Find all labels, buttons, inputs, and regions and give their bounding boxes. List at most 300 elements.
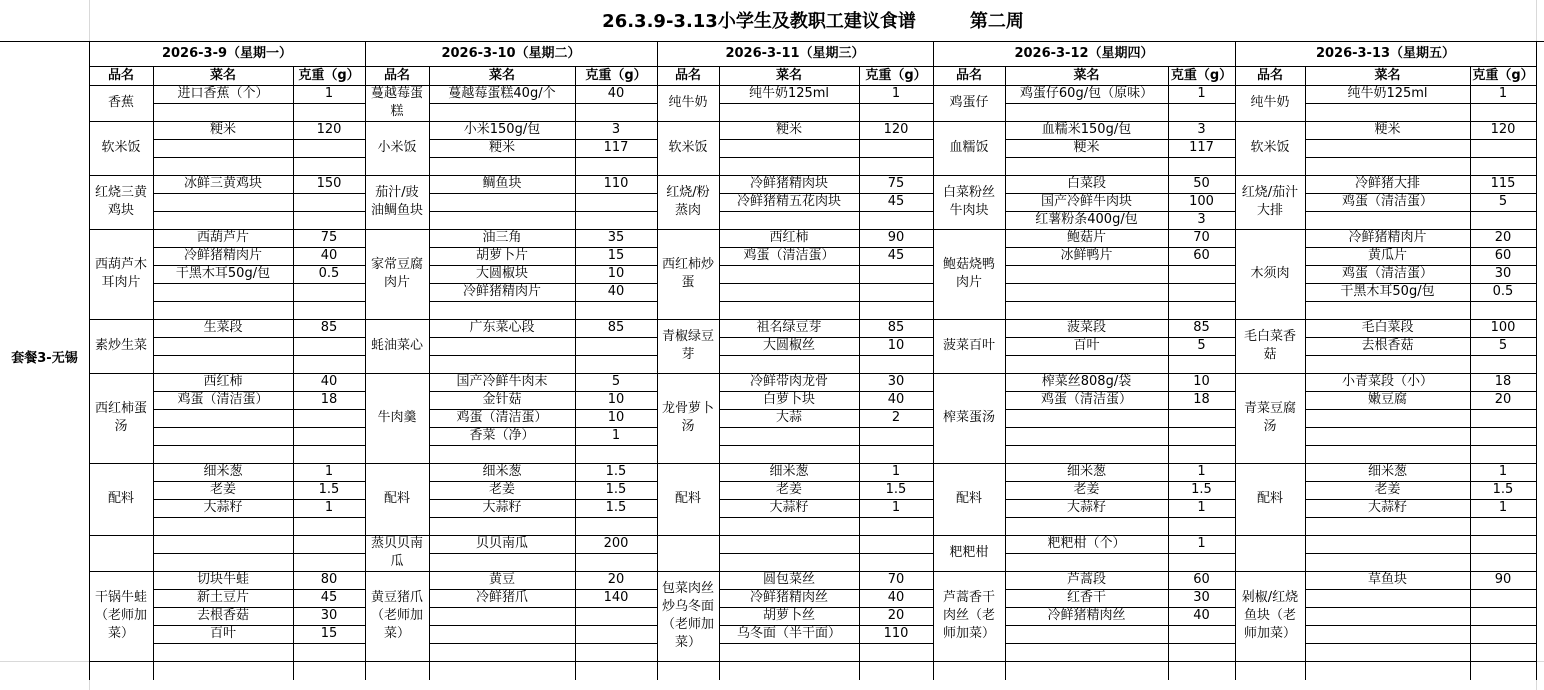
- ingredient-name: 冷鲜猪精肉片: [183, 248, 262, 263]
- ingredient-name: 国产冷鲜牛肉末: [456, 374, 548, 389]
- ingredient-weight: 100: [1189, 194, 1214, 209]
- dish-name: [1239, 121, 1301, 175]
- border-line: [1005, 517, 1236, 518]
- dish-name: [661, 319, 715, 373]
- ingredient-name: 西红柿: [203, 374, 243, 389]
- dish-name: [937, 535, 1001, 571]
- ingredient-weight: 1.5: [318, 482, 340, 497]
- dish-name-text: 蔓越莓蛋糕: [370, 86, 423, 119]
- ingredient-weight: 85: [887, 320, 905, 335]
- dish-name-text: 血糯饭: [949, 140, 989, 155]
- border-line: [429, 355, 658, 356]
- ingredient-weight: 50: [1193, 176, 1210, 191]
- ingredient-name: 生菜段: [203, 320, 243, 335]
- ingredient-weight: 115: [1490, 176, 1516, 191]
- ingredient-name: 粳米: [1073, 140, 1100, 155]
- border-line: [1305, 517, 1537, 518]
- border-line: [153, 211, 366, 212]
- ingredient-name: 老姜: [1374, 482, 1401, 497]
- dish-name-text: 蒸贝贝南瓜: [370, 536, 423, 569]
- border-line: [1305, 607, 1537, 608]
- dish-name-text: 西葫芦木耳肉片: [94, 257, 147, 290]
- ingredient-weight: 1: [891, 86, 901, 101]
- ingredient-weight: 1: [1197, 86, 1206, 101]
- border-line: [719, 643, 934, 644]
- dish-name-text: 软米饭: [1250, 140, 1290, 155]
- border-line: [719, 211, 934, 212]
- ingredient-weight: 100: [1490, 320, 1516, 335]
- dish-name-text: 青菜豆腐汤: [1243, 401, 1296, 434]
- dish-name: [369, 175, 425, 229]
- dish-name-text: 软米饭: [101, 140, 141, 155]
- border-line: [1305, 643, 1537, 644]
- dish-name-text: 粑粑柑: [949, 545, 989, 560]
- ingredient-name: 鸡蛋仔60g/包（原味）: [1019, 86, 1154, 101]
- border-line: [719, 427, 934, 428]
- ingredient-weight: 10: [1193, 374, 1210, 389]
- border-line: [153, 337, 366, 338]
- col-header-item: 菜名: [775, 68, 802, 83]
- ingredient-weight: 3: [611, 122, 621, 137]
- ingredient-weight: 45: [887, 248, 905, 263]
- border-line: [719, 553, 934, 554]
- col-header-weight: 克重（g）: [585, 68, 647, 83]
- ingredient-name: 广东菜心段: [469, 320, 535, 335]
- ingredient-name: 细米葱: [1367, 464, 1407, 479]
- ingredient-weight: 0.5: [1492, 284, 1514, 299]
- border-line: [1536, 41, 1537, 680]
- ingredient-weight: 10: [607, 410, 625, 425]
- border-line: [719, 301, 934, 302]
- ingredient-weight: 85: [320, 320, 338, 335]
- ingredient-name: 红薯粉条400g/包: [1035, 212, 1138, 227]
- dish-name: [369, 85, 425, 121]
- col-header-dish: 品名: [383, 68, 410, 83]
- day-header: 2026-3-13（星期五）: [1315, 46, 1456, 61]
- col-header-dish: 品名: [1256, 68, 1283, 83]
- border-line: [429, 517, 658, 518]
- ingredient-weight: 45: [887, 194, 905, 209]
- border-line: [1005, 409, 1236, 410]
- dish-name: [661, 535, 715, 571]
- dish-name: [93, 229, 149, 319]
- ingredient-name: 进口香蕉（个）: [177, 86, 269, 101]
- dish-name-text: 茄汁/豉油鲷鱼块: [370, 185, 423, 218]
- ingredient-weight: 1.5: [1492, 482, 1514, 497]
- border-line: [933, 41, 934, 680]
- ingredient-weight: 40: [320, 374, 338, 389]
- ingredient-weight: 5: [1197, 338, 1206, 353]
- dish-name: [369, 121, 425, 175]
- ingredient-weight: 85: [1193, 320, 1210, 335]
- border-line: [429, 445, 658, 446]
- ingredient-name: 粳米: [1374, 122, 1401, 137]
- ingredient-name: 毛白菜段: [1361, 320, 1414, 335]
- ingredient-name: 香菜（净）: [469, 428, 535, 443]
- ingredient-weight: 40: [320, 248, 338, 263]
- border-line: [153, 445, 366, 446]
- border-line: [153, 283, 366, 284]
- dish-name-text: 配料: [107, 491, 134, 506]
- ingredient-weight: 150: [316, 176, 342, 191]
- ingredient-name: 冷鲜猪精肉块: [749, 176, 828, 191]
- border-line: [429, 157, 658, 158]
- border-line: [365, 661, 658, 662]
- ingredient-name: 大蒜籽: [203, 500, 243, 515]
- dish-name-text: 红烧/粉蒸肉: [666, 185, 710, 218]
- dish-name-text: 纯牛奶: [1250, 95, 1290, 110]
- ingredient-weight: 1.5: [605, 482, 627, 497]
- ingredient-name: 小米150g/包: [463, 122, 541, 137]
- ingredient-name: 金针菇: [482, 392, 522, 407]
- border-line: [153, 157, 366, 158]
- ingredient-weight: 5: [611, 374, 621, 389]
- ingredient-weight: 20: [607, 572, 625, 587]
- border-line: [153, 139, 366, 140]
- ingredient-weight: 30: [320, 608, 338, 623]
- ingredient-weight: 1.5: [1191, 482, 1212, 497]
- ingredient-name: 纯牛奶125ml: [1347, 86, 1428, 101]
- dish-name-text: 牛肉羹: [377, 410, 417, 425]
- dish-name-text: 毛白菜香菇: [1243, 329, 1296, 362]
- ingredient-name: 冰鲜鸭片: [1060, 248, 1113, 263]
- border-line: [1305, 427, 1537, 428]
- border-line: [429, 301, 658, 302]
- dish-name: [93, 463, 149, 535]
- ingredient-name: 乌冬面（半干面）: [736, 626, 841, 641]
- ingredient-weight: 60: [1494, 248, 1512, 263]
- ingredient-name: 祖名绿豆芽: [756, 320, 822, 335]
- dish-name: [1239, 535, 1301, 571]
- border-line: [153, 103, 366, 104]
- ingredient-weight: 80: [320, 572, 338, 587]
- border-line: [429, 625, 658, 626]
- border-line: [719, 139, 934, 140]
- col-header-item: 菜名: [209, 68, 236, 83]
- ingredient-name: 鸡蛋（清洁蛋）: [456, 410, 548, 425]
- ingredient-name: 细米葱: [482, 464, 522, 479]
- ingredient-weight: 3: [1197, 212, 1206, 227]
- border-line: [89, 661, 366, 662]
- ingredient-weight: 120: [1490, 122, 1516, 137]
- ingredient-weight: 15: [320, 626, 338, 641]
- ingredient-name: 白菜段: [1066, 176, 1106, 191]
- ingredient-weight: 85: [607, 320, 625, 335]
- dish-name-text: 榨菜蛋汤: [942, 410, 995, 425]
- col-header-weight: 克重（g）: [298, 68, 360, 83]
- ingredient-name: 大蒜籽: [1066, 500, 1106, 515]
- ingredient-weight: 110: [603, 176, 629, 191]
- ingredient-name: 贝贝南瓜: [475, 536, 528, 551]
- ingredient-name: 鲍菇片: [1066, 230, 1106, 245]
- ingredient-weight: 1: [891, 464, 901, 479]
- dish-name-text: 木须肉: [1250, 266, 1290, 281]
- border-line: [1005, 355, 1236, 356]
- border-line: [1005, 283, 1236, 284]
- border-line: [429, 193, 658, 194]
- ingredient-name: 胡萝卜丝: [762, 608, 815, 623]
- ingredient-weight: 40: [887, 392, 905, 407]
- dish-name-text: 干锅牛蛙（老师加菜）: [94, 590, 147, 641]
- ingredient-name: 芦蒿段: [1066, 572, 1106, 587]
- dish-name: [937, 175, 1001, 229]
- border-line: [1005, 103, 1236, 104]
- ingredient-name: 老姜: [1073, 482, 1100, 497]
- ingredient-weight: 40: [607, 86, 625, 101]
- dish-name: [1239, 463, 1301, 535]
- day-header: 2026-3-12（星期四）: [1014, 46, 1154, 61]
- day-header: 2026-3-9（星期一）: [161, 46, 293, 61]
- ingredient-weight: 117: [1189, 140, 1214, 155]
- border-line: [933, 661, 1236, 662]
- border-line: [1305, 139, 1537, 140]
- ingredient-name: 冷鲜猪精五花肉块: [736, 194, 841, 209]
- border-line: [429, 607, 658, 608]
- border-line: [1305, 445, 1537, 446]
- ingredient-name: 冷鲜猪精肉片: [462, 284, 541, 299]
- ingredient-weight: 1: [324, 500, 334, 515]
- dish-name: [937, 121, 1001, 175]
- border-line: [1305, 355, 1537, 356]
- border-line: [1305, 211, 1537, 212]
- set-label: 套餐3-无锡: [11, 351, 78, 366]
- border-line: [1005, 157, 1236, 158]
- ingredient-name: 细米葱: [1066, 464, 1106, 479]
- border-line: [719, 355, 934, 356]
- dish-name-text: 西红柿蛋汤: [94, 401, 147, 434]
- ingredient-name: 圆包菜丝: [762, 572, 815, 587]
- ingredient-name: 新土豆片: [196, 590, 249, 605]
- col-header-dish: 品名: [674, 68, 701, 83]
- dish-name: [937, 319, 1001, 373]
- ingredient-weight: 1: [1197, 536, 1206, 551]
- border-line: [429, 553, 658, 554]
- ingredient-weight: 40: [887, 590, 905, 605]
- ingredient-name: 粳米: [775, 122, 802, 137]
- ingredient-weight: 1.5: [885, 482, 907, 497]
- border-line: [1005, 625, 1236, 626]
- ingredient-weight: 140: [603, 590, 629, 605]
- ingredient-name: 切块牛蛙: [196, 572, 249, 587]
- border-line: [1005, 265, 1236, 266]
- dish-name: [1239, 229, 1301, 319]
- border-line: [153, 355, 366, 356]
- ingredient-name: 菠菜段: [1066, 320, 1106, 335]
- border-line: [1305, 301, 1537, 302]
- border-line: [1005, 553, 1236, 554]
- col-header-weight: 克重（g）: [865, 68, 927, 83]
- ingredient-name: 草鱼块: [1367, 572, 1407, 587]
- ingredient-weight: 1: [1197, 464, 1206, 479]
- border-line: [719, 157, 934, 158]
- day-header: 2026-3-10（星期二）: [441, 46, 581, 61]
- border-line: [153, 553, 366, 554]
- ingredient-weight: 18: [1494, 374, 1512, 389]
- ingredient-weight: 30: [1494, 266, 1512, 281]
- ingredient-weight: 1: [891, 500, 901, 515]
- ingredient-name: 鲷鱼块: [482, 176, 522, 191]
- ingredient-name: 黄豆: [488, 572, 515, 587]
- dish-name: [93, 121, 149, 175]
- ingredient-weight: 0.5: [318, 266, 340, 281]
- dish-name: [661, 373, 715, 463]
- ingredient-weight: 117: [603, 140, 629, 155]
- dish-name-text: 包菜肉丝炒乌冬面（老师加菜）: [661, 581, 714, 650]
- dish-name-text: 配料: [383, 491, 410, 506]
- col-header-dish: 品名: [955, 68, 982, 83]
- border-line: [1305, 553, 1537, 554]
- dish-name-text: 素炒生菜: [94, 338, 147, 353]
- ingredient-name: 小青菜段（小）: [1341, 374, 1433, 389]
- dish-name: [1239, 175, 1301, 229]
- ingredient-name: 粳米: [488, 140, 515, 155]
- ingredient-weight: 60: [1193, 248, 1210, 263]
- ingredient-weight: 70: [887, 572, 905, 587]
- ingredient-weight: 10: [607, 266, 625, 281]
- border-line: [719, 517, 934, 518]
- ingredient-name: 大蒜籽: [1367, 500, 1407, 515]
- dish-name-text: 小米饭: [377, 140, 417, 155]
- border-line: [153, 517, 366, 518]
- ingredient-weight: 75: [320, 230, 338, 245]
- ingredient-weight: 18: [320, 392, 338, 407]
- dish-name-text: 剁椒/红烧鱼块（老师加菜）: [1241, 590, 1299, 641]
- ingredient-weight: 90: [887, 230, 905, 245]
- dish-name: [369, 463, 425, 535]
- dish-name-text: 配料: [1256, 491, 1283, 506]
- border-line: [1005, 445, 1236, 446]
- ingredient-name: 嫩豆腐: [1367, 392, 1407, 407]
- dish-name-text: 黄豆猪爪（老师加菜）: [370, 590, 423, 641]
- day-header: 2026-3-11（星期三）: [725, 46, 865, 61]
- ingredient-name: 大蒜籽: [482, 500, 522, 515]
- dish-name-text: 菠菜百叶: [942, 338, 995, 353]
- ingredient-name: 榨菜丝808g/袋: [1041, 374, 1132, 389]
- dish-name: [93, 535, 149, 571]
- col-header-dish: 品名: [107, 68, 134, 83]
- ingredient-name: 大蒜: [775, 410, 802, 425]
- dish-name: [1239, 319, 1301, 373]
- ingredient-weight: 1: [324, 86, 334, 101]
- dish-name-text: 蚝油菜心: [370, 338, 423, 353]
- ingredient-weight: 2: [891, 410, 901, 425]
- border-line: [1305, 589, 1537, 590]
- ingredient-weight: 200: [603, 536, 629, 551]
- col-header-weight: 克重（g）: [1170, 68, 1233, 83]
- border-line: [1005, 643, 1236, 644]
- ingredient-name: 老姜: [775, 482, 802, 497]
- border-line: [1235, 661, 1537, 662]
- ingredient-name: 国产冷鲜牛肉块: [1040, 194, 1132, 209]
- border-line: [429, 643, 658, 644]
- ingredient-weight: 120: [316, 122, 342, 137]
- dish-name: [93, 85, 149, 121]
- dish-name: [937, 373, 1001, 463]
- border-line: [153, 427, 366, 428]
- border-line: [153, 193, 366, 194]
- page-title: 26.3.9-3.13小学生及教职工建议食谱 第二周: [602, 11, 1024, 32]
- dish-name: [937, 229, 1001, 319]
- border-line: [719, 445, 934, 446]
- col-header-item: 菜名: [1374, 68, 1401, 83]
- dish-name: [937, 463, 1001, 535]
- dish-name: [661, 175, 715, 229]
- dish-name-text: 白菜粉丝牛肉块: [942, 185, 995, 218]
- ingredient-name: 血糯米150g/包: [1041, 122, 1132, 137]
- dish-name-text: 配料: [674, 491, 701, 506]
- border-line: [719, 265, 934, 266]
- border-line: [89, 41, 90, 680]
- ingredient-name: 鸡蛋（清洁蛋）: [743, 248, 835, 263]
- ingredient-weight: 45: [320, 590, 338, 605]
- ingredient-name: 白萝卜块: [762, 392, 815, 407]
- dish-name-text: 纯牛奶: [668, 95, 708, 110]
- ingredient-name: 老姜: [488, 482, 515, 497]
- ingredient-name: 百叶: [1073, 338, 1100, 353]
- ingredient-weight: 40: [1193, 608, 1210, 623]
- ingredient-weight: 1.5: [605, 464, 627, 479]
- border-line: [719, 103, 934, 104]
- dish-name-text: 配料: [955, 491, 982, 506]
- dish-name-text: 红烧/茄汁大排: [1241, 185, 1299, 218]
- ingredient-weight: 5: [1498, 194, 1508, 209]
- ingredient-name: 粳米: [209, 122, 236, 137]
- ingredient-weight: 20: [887, 608, 905, 623]
- border-line: [1305, 157, 1537, 158]
- ingredient-name: 冷鲜猪精肉丝: [749, 590, 828, 605]
- border-line: [1235, 41, 1236, 680]
- ingredient-name: 胡萝卜片: [475, 248, 528, 263]
- ingredient-name: 大蒜籽: [769, 500, 809, 515]
- ingredient-weight: 1: [1498, 86, 1508, 101]
- dish-name: [369, 229, 425, 319]
- ingredient-name: 黄瓜片: [1367, 248, 1407, 263]
- dish-name: [1239, 85, 1301, 121]
- dish-name-text: 青椒绿豆芽: [661, 329, 714, 362]
- border-line: [0, 41, 1544, 42]
- ingredient-name: 鸡蛋（清洁蛋）: [177, 392, 269, 407]
- dish-name: [93, 373, 149, 463]
- border-line: [657, 661, 934, 662]
- border-line: [719, 283, 934, 284]
- dish-name: [661, 463, 715, 535]
- ingredient-name: 冷鲜猪精肉丝: [1047, 608, 1126, 623]
- border-line: [1305, 625, 1537, 626]
- border-line: [657, 41, 658, 680]
- ingredient-weight: 3: [1197, 122, 1206, 137]
- ingredient-weight: 1.5: [605, 500, 627, 515]
- border-line: [1305, 409, 1537, 410]
- ingredient-name: 红香干: [1066, 590, 1106, 605]
- ingredient-name: 去根香菇: [1361, 338, 1414, 353]
- dish-name-text: 西红柿炒蛋: [661, 257, 714, 290]
- dish-name: [661, 229, 715, 319]
- ingredient-name: 大圆椒丝: [762, 338, 815, 353]
- col-header-item: 菜名: [488, 68, 515, 83]
- dish-name: [93, 175, 149, 229]
- dish-name: [369, 373, 425, 463]
- dish-name-text: 红烧三黄鸡块: [94, 185, 147, 218]
- ingredient-name: 细米葱: [203, 464, 243, 479]
- border-line: [365, 41, 366, 680]
- ingredient-weight: 90: [1494, 572, 1512, 587]
- ingredient-weight: 1: [1498, 464, 1508, 479]
- ingredient-name: 百叶: [209, 626, 236, 641]
- ingredient-weight: 18: [1193, 392, 1210, 407]
- dish-name-text: 家常豆腐肉片: [370, 257, 423, 290]
- ingredient-weight: 35: [607, 230, 625, 245]
- ingredient-weight: 10: [607, 392, 625, 407]
